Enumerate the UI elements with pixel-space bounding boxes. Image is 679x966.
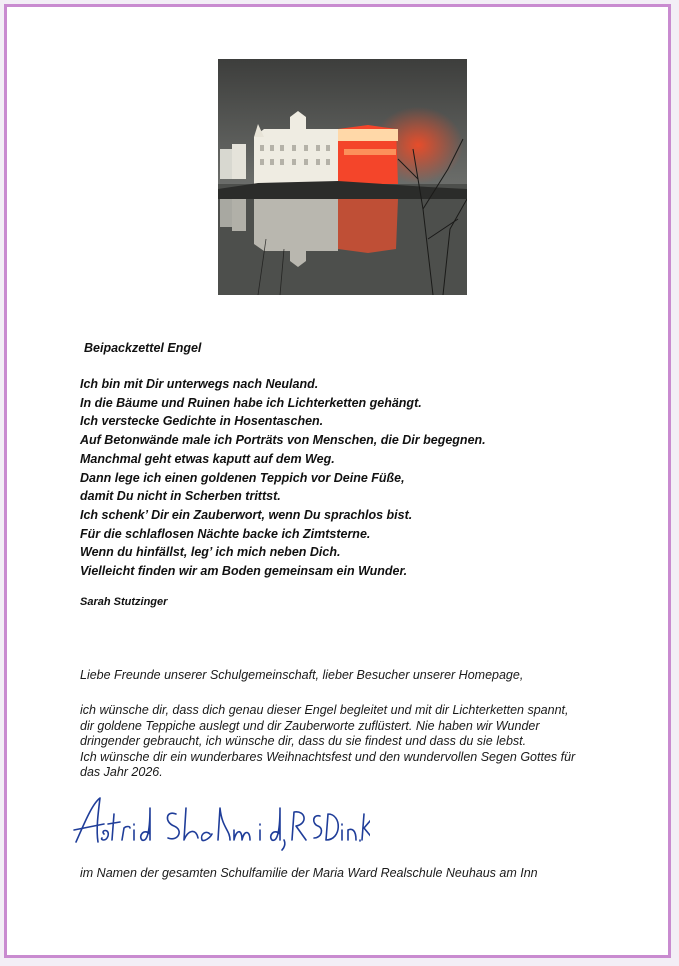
- poem-line: In die Bäume und Ruinen habe ich Lichterketten gehängt.: [80, 395, 422, 410]
- poem-line: Dann lege ich einen goldenen Teppich vor Deine Füße,: [80, 470, 405, 485]
- letter-line: Ich wünsche dir ein wunderbares Weihnachtsfest und den wundervollen Segen Gottes für: [80, 749, 576, 764]
- poem-line: Vielleicht finden wir am Boden gemeinsam ein Wunder.: [80, 564, 408, 579]
- poem-line: Für die schlaflosen Nächte backe ich Zimtsterne.: [80, 526, 371, 541]
- poem-title: Beipackzettel Engel: [84, 341, 202, 355]
- letter-footer: im Namen der gesamten Schulfamilie der Maria Ward Realschule Neuhaus am Inn: [80, 866, 538, 880]
- letter-body: [80, 703, 575, 781]
- letter-line: dir goldene Teppiche auslegt und dir Zauberworte zuflüstert. Nie haben wir Wunder: [80, 718, 540, 733]
- letter-greeting: Liebe Freunde unserer Schulgemeinschaft, lieber Besucher unserer Homepage,: [80, 668, 524, 682]
- letter-line: das Jahr 2026.: [80, 765, 163, 779]
- poem-author: Sarah Stutzinger: [80, 596, 168, 608]
- handwritten-signature: [70, 794, 370, 854]
- poem-line: Ich verstecke Gedichte in Hosentaschen.: [80, 414, 324, 429]
- poem-line: damit Du nicht in Scherben trittst.: [80, 489, 281, 504]
- poem-line: Auf Betonwände male ich Porträts von Menschen, die Dir begegnen.: [80, 433, 486, 448]
- poem-line: Ich bin mit Dir unterwegs nach Neuland.: [80, 377, 319, 391]
- poem-line: Wenn du hinfällst, leg’ ich mich neben Dich.: [80, 545, 341, 560]
- letter-line: ich wünsche dir, dass dich genau dieser Engel begleitet und mit dir Lichterketten spannt,: [80, 703, 569, 717]
- poem-line: Manchmal geht etwas kaputt auf dem Weg.: [80, 451, 335, 466]
- poem-line: Ich schenk’ Dir ein Zauberwort, wenn Du sprachlos bist.: [80, 507, 413, 522]
- poem-body: [80, 375, 486, 581]
- castle-night-photo: [218, 59, 467, 295]
- letter-line: dringender gebraucht, ich wünsche dir, dass du sie findest und dass du sie lebst.: [80, 734, 527, 748]
